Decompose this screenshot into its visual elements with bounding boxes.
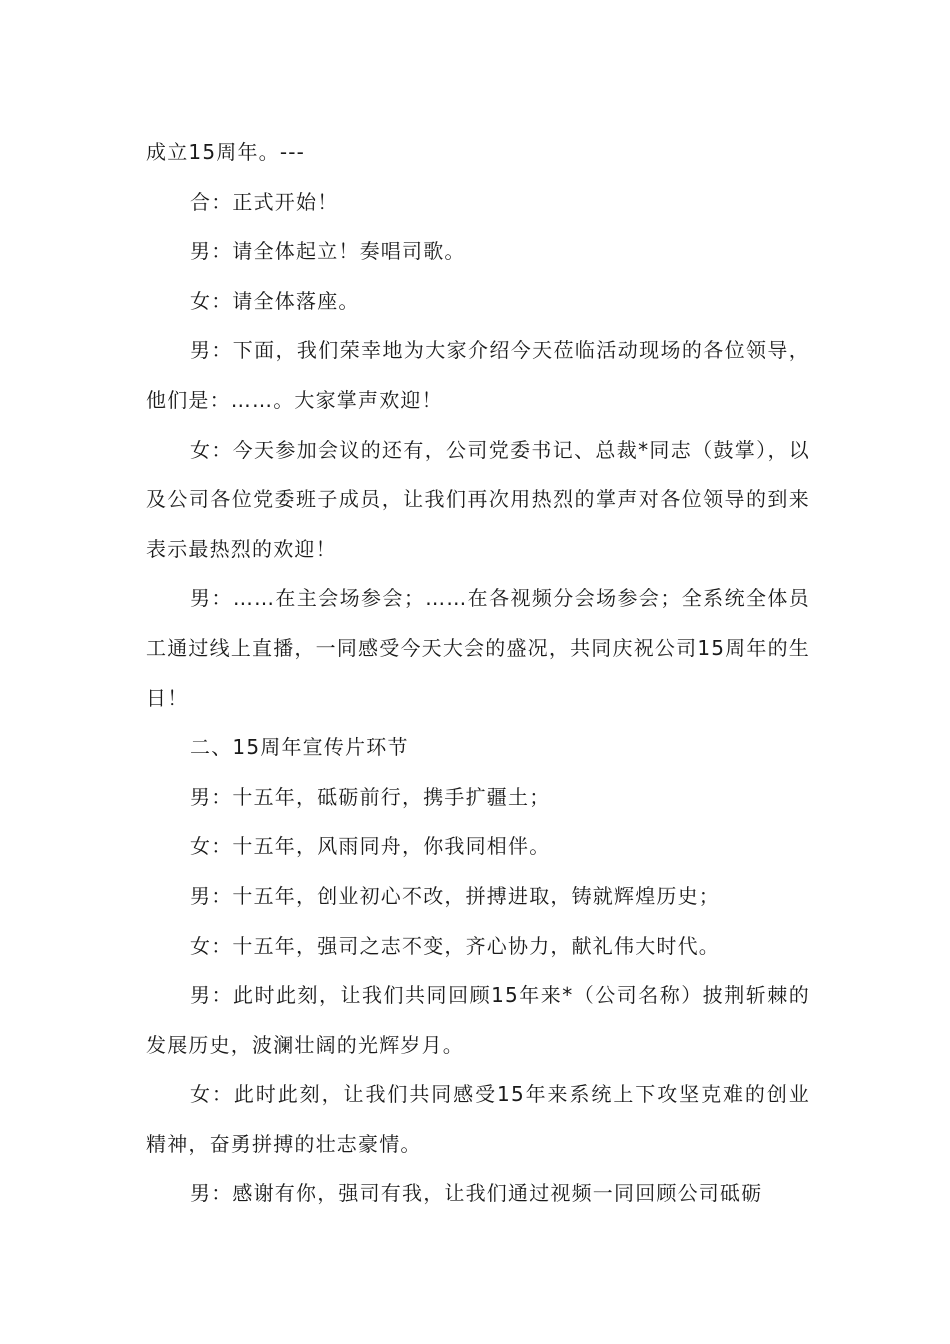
paragraph-9: 男：十五年，砥砺前行，携手扩疆土； bbox=[190, 784, 551, 809]
section-heading: 二、15周年宣传片环节 bbox=[190, 735, 409, 760]
paragraph-7: 男：……在主会场参会；……在各视频分会场参会；全系统全体员工通过线上直播，一同感受今天大会的盛况，共同庆祝公司15周年的生日！ bbox=[146, 586, 810, 710]
paragraph-13: 男：此时此刻，让我们共同回顾15年来*（公司名称）披荆斩棘的发展历史，波澜壮阔的光辉岁月。 bbox=[146, 983, 810, 1057]
paragraph-5: 男：下面，我们荣幸地为大家介绍今天莅临活动现场的各位领导，他们是：……。大家掌声欢迎！ bbox=[146, 338, 810, 412]
paragraph-3: 男：请全体起立！奏唱司歌。 bbox=[190, 239, 466, 264]
document-body bbox=[146, 128, 810, 1219]
paragraph-2: 合：正式开始！ bbox=[190, 189, 339, 214]
paragraph-1: 成立15周年。--- bbox=[146, 140, 306, 164]
paragraph-6: 女：今天参加会议的还有，公司党委书记、总裁*同志（鼓掌），以及公司各位党委班子成员，让我们再次用热烈的掌声对各位领导的到来表示最热烈的欢迎！ bbox=[146, 437, 810, 561]
paragraph-15: 男：感谢有你，强司有我，让我们通过视频一同回顾公司砥砺 bbox=[190, 1181, 763, 1206]
paragraph-11: 男：十五年，创业初心不改，拼搏进取，铸就辉煌历史； bbox=[190, 883, 720, 908]
paragraph-12: 女：十五年，强司之志不变，齐心协力，献礼伟大时代。 bbox=[190, 933, 720, 958]
paragraph-14: 女：此时此刻，让我们共同感受15年来系统上下攻坚克难的创业精神，奋勇拼搏的壮志豪情。 bbox=[146, 1082, 810, 1156]
paragraph-4: 女：请全体落座。 bbox=[190, 288, 360, 313]
paragraph-10: 女：十五年，风雨同舟，你我同相伴。 bbox=[190, 834, 551, 859]
